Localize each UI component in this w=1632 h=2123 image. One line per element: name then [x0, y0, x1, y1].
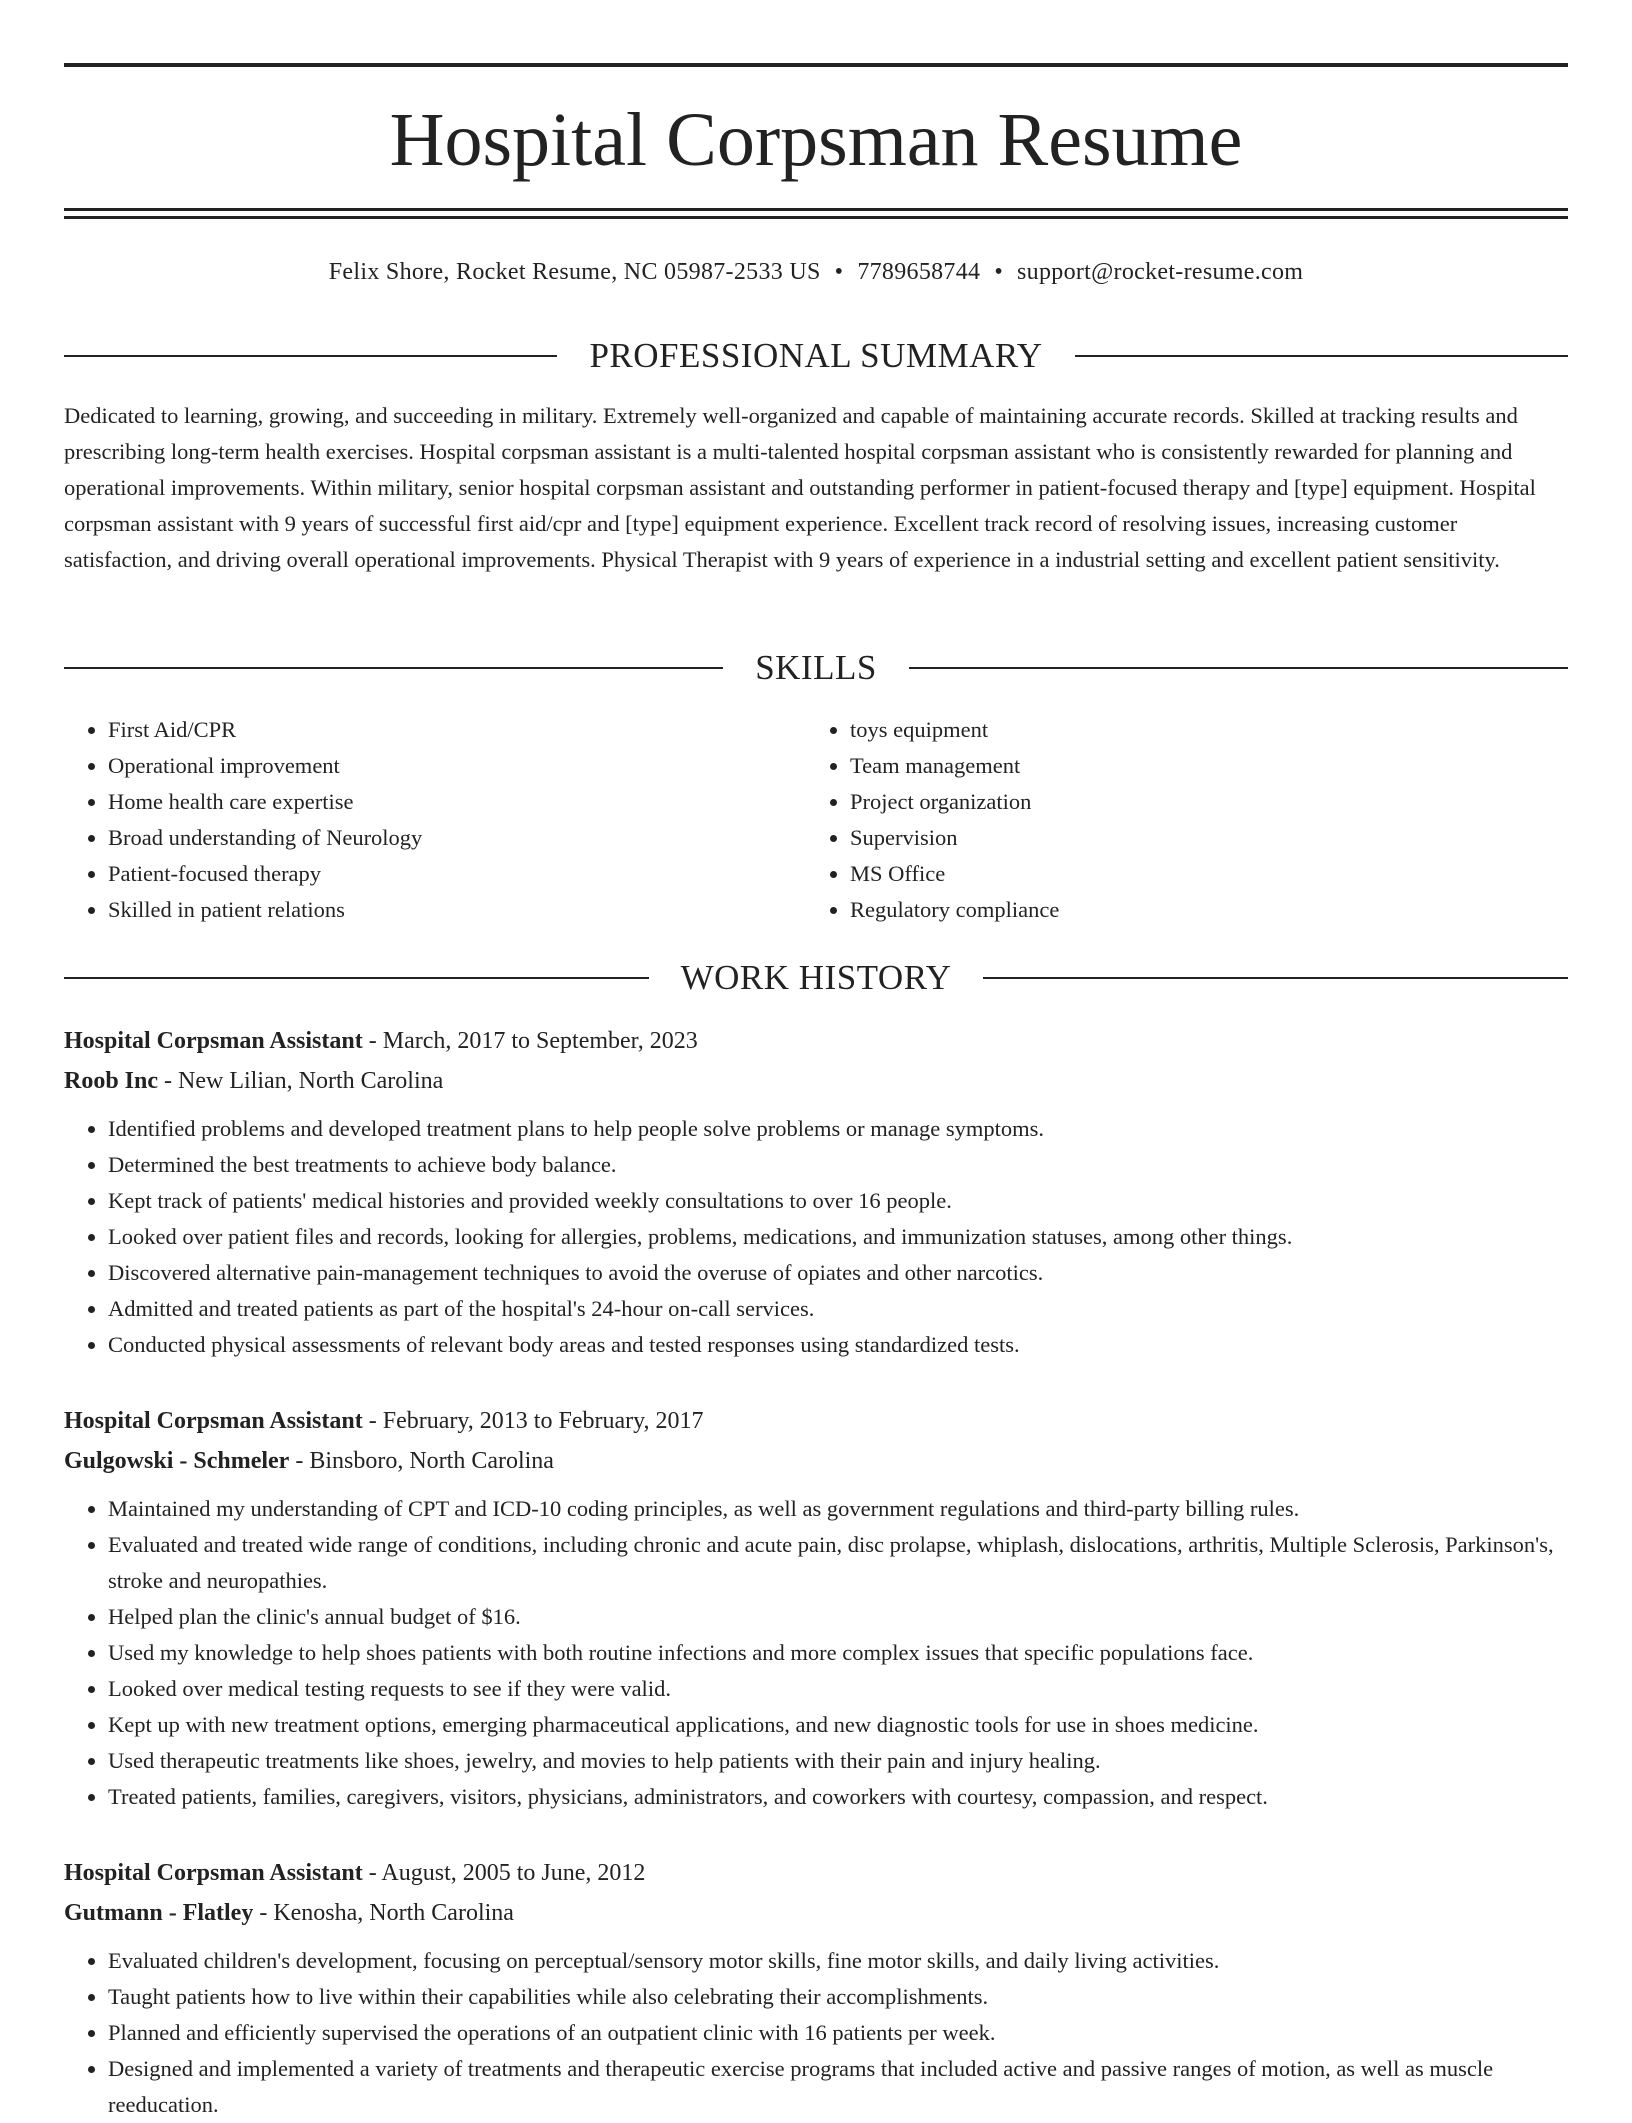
job-bullet: • Identified problems and developed treatment plans to help people solve problems or manage symptoms.	[108, 1111, 1568, 1147]
title-rule-upper	[64, 208, 1568, 211]
job-dates: - February, 2013 to February, 2017	[362, 1408, 704, 1434]
job-company-line	[64, 1441, 1568, 1481]
skills-column-right	[806, 712, 1548, 928]
job-bullet: • Evaluated and treated wide range of conditions, including chronic and acute pain, disc prolapse, whiplash, dislocations, arthritis, Multiple Sclerosis, Parkinson's, stroke and neuropathies.	[108, 1527, 1568, 1599]
skill-item: • First Aid/CPR	[108, 712, 806, 748]
skill-item: • Operational improvement	[108, 748, 806, 784]
job-bullet: • Taught patients how to live within their capabilities while also celebrating their accomplishments.	[108, 1979, 1568, 2015]
divider-line	[983, 977, 1568, 979]
job-entry	[64, 1853, 1568, 2123]
divider-line	[909, 667, 1568, 669]
section-title-skills: SKILLS	[755, 648, 877, 687]
skill-item: • Team management	[850, 748, 1548, 784]
job-title: Hospital Corpsman Assistant	[64, 1860, 363, 1886]
skill-item: • Patient-focused therapy	[108, 856, 806, 892]
job-bullet: • Looked over patient files and records, looking for allergies, problems, medications, and immunization statuses, among other things.	[108, 1219, 1568, 1255]
job-company: Roob Inc	[64, 1068, 159, 1094]
skill-item: • Project organization	[850, 784, 1548, 820]
job-title: Hospital Corpsman Assistant	[64, 1028, 363, 1054]
section-header-summary	[64, 334, 1568, 378]
contact-separator: •	[994, 259, 1004, 285]
skill-item: • Supervision	[850, 820, 1548, 856]
skills-list	[64, 712, 1568, 928]
job-bullet: • Planned and efficiently supervised the operations of an outpatient clinic with 16 patients per week.	[108, 2015, 1568, 2051]
job-title: Hospital Corpsman Assistant	[64, 1408, 363, 1434]
job-bullet: • Maintained my understanding of CPT and ICD-10 coding principles, as well as government regulations and third-party billing rules.	[108, 1491, 1568, 1527]
contact-phone: 7789658744	[857, 259, 981, 285]
job-location: - New Lilian, North Carolina	[158, 1068, 444, 1094]
job-entry	[64, 1401, 1568, 1815]
job-bullet: • Kept track of patients' medical histories and provided weekly consultations to over 16 people.	[108, 1183, 1568, 1219]
section-title-work: WORK HISTORY	[680, 958, 952, 997]
contact-email: support@rocket-resume.com	[1017, 259, 1304, 285]
title-rule-lower	[64, 216, 1568, 219]
section-title-summary: PROFESSIONAL SUMMARY	[589, 336, 1043, 375]
contact-address: Felix Shore, Rocket Resume, NC 05987-2533 US	[328, 259, 821, 285]
summary-paragraph: Dedicated to learning, growing, and succeeding in military. Extremely well-organized and capable of maintaining accurate records. Skilled at tracking results and prescribing long-term health exercises. Hospital corpsman assistant is a multi-talented hospital corpsman assistant who is consistently rewarded for planning and operational improvements. Within military, senior hospital corpsman assistant and outstanding performer in patient-focused therapy and [type] equipment. Hospital corpsman assistant with 9 years of successful first aid/cpr and [type] equipment experience. Excellent track record of resolving issues, increasing customer satisfaction, and driving overall operational improvements. Physical Therapist with 9 years of experience in a industrial setting and excellent patient sensitivity.	[64, 403, 1536, 572]
job-title-line	[64, 1853, 1568, 1893]
job-bullet: • Evaluated children's development, focusing on perceptual/sensory motor skills, fine motor skills, and daily living activities.	[108, 1943, 1568, 1979]
top-rule	[64, 63, 1568, 67]
job-dates: - August, 2005 to June, 2012	[362, 1860, 646, 1886]
skill-item: • Regulatory compliance	[850, 892, 1548, 928]
job-entry	[64, 1021, 1568, 1363]
job-bullet: • Determined the best treatments to achieve body balance.	[108, 1147, 1568, 1183]
job-company: Gutmann - Flatley	[64, 1900, 254, 1926]
skill-item: • MS Office	[850, 856, 1548, 892]
job-title-line	[64, 1021, 1568, 1061]
resume-title: Hospital Corpsman Resume	[389, 98, 1243, 182]
job-bullet: • Discovered alternative pain-management techniques to avoid the overuse of opiates and other narcotics.	[108, 1255, 1568, 1291]
job-bullet: • Used my knowledge to help shoes patients with both routine infections and more complex issues that specific populations face.	[108, 1635, 1568, 1671]
divider-line	[1075, 355, 1568, 357]
skill-item: • toys equipment	[850, 712, 1548, 748]
skill-item: • Home health care expertise	[108, 784, 806, 820]
divider-line	[64, 977, 649, 979]
job-company-line	[64, 1061, 1568, 1101]
job-bullet: • Kept up with new treatment options, emerging pharmaceutical applications, and new diagnostic tools for use in shoes medicine.	[108, 1707, 1568, 1743]
section-header-skills	[64, 646, 1568, 690]
job-bullets	[64, 1111, 1568, 1363]
skill-item: • Skilled in patient relations	[108, 892, 806, 928]
job-location: - Kenosha, North Carolina	[253, 1900, 514, 1926]
section-header-work	[64, 956, 1568, 1000]
skill-item: • Broad understanding of Neurology	[108, 820, 806, 856]
contact-separator: •	[834, 259, 844, 285]
job-company: Gulgowski - Schmeler	[64, 1448, 290, 1474]
job-location: - Binsboro, North Carolina	[289, 1448, 554, 1474]
divider-line	[64, 667, 723, 669]
job-dates: - March, 2017 to September, 2023	[362, 1028, 698, 1054]
job-title-line	[64, 1401, 1568, 1441]
job-bullet: • Looked over medical testing requests to see if they were valid.	[108, 1671, 1568, 1707]
divider-line	[64, 355, 557, 357]
job-bullet: • Used therapeutic treatments like shoes, jewelry, and movies to help patients with their pain and injury healing.	[108, 1743, 1568, 1779]
job-bullet: • Conducted physical assessments of relevant body areas and tested responses using standardized tests.	[108, 1327, 1568, 1363]
skills-column-left	[64, 712, 806, 928]
job-bullet: • Treated patients, families, caregivers, visitors, physicians, administrators, and coworkers with courtesy, compassion, and respect.	[108, 1779, 1568, 1815]
job-bullets	[64, 1491, 1568, 1815]
job-company-line	[64, 1893, 1568, 1933]
job-bullets	[64, 1943, 1568, 2123]
job-bullet: • Helped plan the clinic's annual budget of $16.	[108, 1599, 1568, 1635]
job-bullet: • Admitted and treated patients as part of the hospital's 24-hour on-call services.	[108, 1291, 1568, 1327]
job-bullet: • Designed and implemented a variety of treatments and therapeutic exercise programs that included active and passive ranges of motion, as well as muscle reeducation.	[108, 2051, 1568, 2123]
contact-line	[64, 254, 1568, 290]
